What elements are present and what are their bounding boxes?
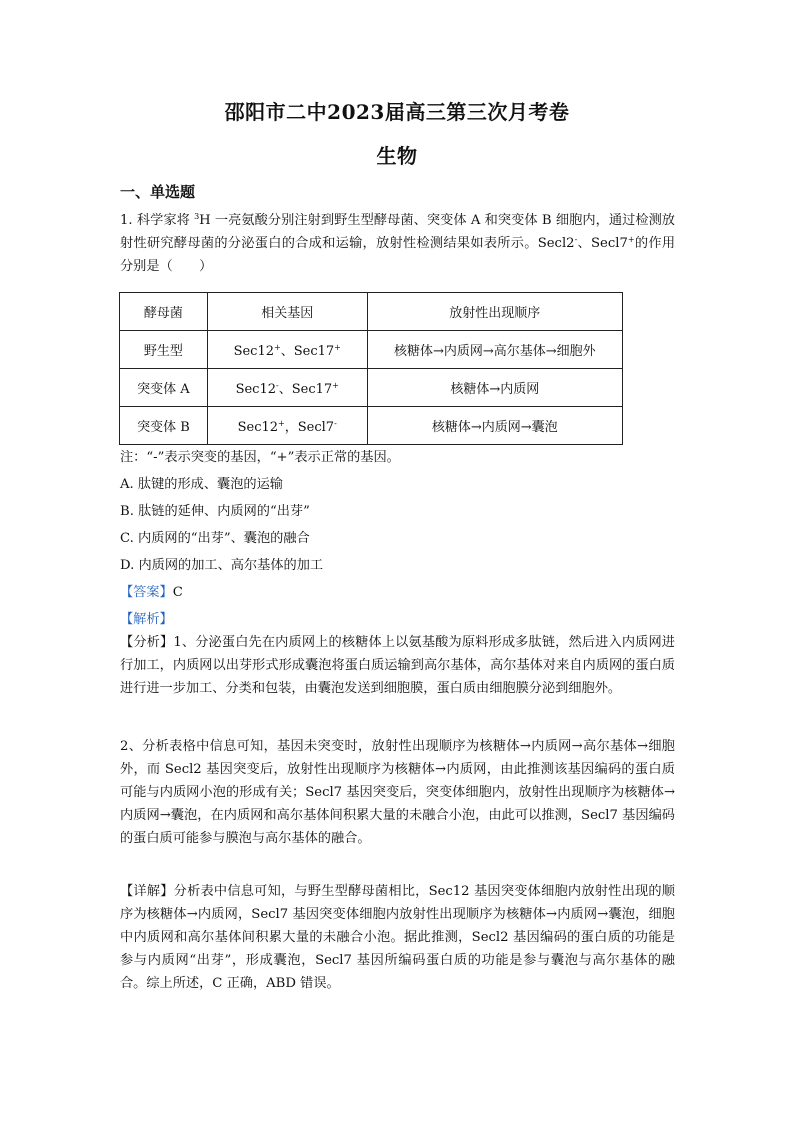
- section-heading: 一、单选题: [120, 183, 196, 201]
- option-a: A. 肽键的形成、囊泡的运输: [120, 477, 283, 492]
- stem-part: 、Secl7: [577, 236, 628, 251]
- analysis-tag: 【解析】: [120, 612, 173, 627]
- gene-cell: Sec12+、Sec17+: [207, 331, 367, 369]
- option-b: B. 肽链的延伸、内质网的“出芽”: [120, 504, 310, 519]
- strain-cell: 突变体 A: [120, 369, 208, 407]
- strain-cell: 野生型: [120, 331, 208, 369]
- gene-cell: Sec12+，Secl7-: [207, 407, 367, 445]
- stem-sup: -: [574, 235, 578, 244]
- table-note: 注：“-”表示突变的基因，“+”表示正常的基因。: [120, 450, 400, 465]
- table-header-cell: 相关基因: [207, 293, 367, 331]
- answer-value: C: [172, 585, 183, 600]
- answer-line: [120, 581, 183, 600]
- option-d: D. 内质网的加工、高尔基体的加工: [120, 558, 324, 573]
- question-stem: [120, 209, 675, 278]
- order-cell: 核糖体→内质网: [367, 369, 622, 407]
- stem-part: 1. 科学家将: [120, 213, 195, 228]
- table-header-cell: 放射性出现顺序: [367, 293, 622, 331]
- order-cell: 核糖体→内质网→高尔基体→细胞外: [367, 331, 622, 369]
- analysis-paragraph-2: 2、分析表格中信息可知，基因未突变时，放射性出现顺序为核糖体→内质网→高尔基体→细胞外，而 Secl2 基因突变后，放射性出现顺序为核糖体→内质网，由此推测该基因编码的蛋白质可能与内质网小泡的形成有关；Secl7 基因突变后，突变体细胞内，放射性出现顺序为核糖体→内质网→囊泡，在内质网和高尔基体间积累大量的未融合小泡，由此可以推测，Secl7 基因编码的蛋白质可能参与膜泡与高尔基体的融合。: [120, 739, 675, 846]
- table-header-cell: 酵母菌: [120, 293, 208, 331]
- gene-cell: Sec12-、Sec17+: [207, 369, 367, 407]
- order-cell: 核糖体→内质网→囊泡: [367, 407, 622, 445]
- analysis-subtag: 【分析】: [120, 635, 174, 650]
- stem-part: 的作用分别是（ ）: [120, 236, 676, 274]
- answer-tag: 【答案】: [120, 585, 173, 600]
- detail-subtag: 【详解】: [120, 884, 174, 899]
- stem-part: H 一亮氨酸分别注射到野生型酵母菌、突变体 A 和突变体 B 细胞内，通过检测放射性研究酵母菌的分泌蛋白的合成和运输，放射性检测结果如表所示。Secl2: [120, 213, 675, 251]
- table-row: [120, 331, 623, 369]
- detail-paragraph: 【详解】分析表中信息可知，与野生型酵母菌相比，Sec12 基因突变体细胞内放射性出现的顺序为核糖体→内质网，Secl7 基因突变体细胞内放射性出现顺序为核糖体→内质网→囊泡，细胞中内质网和高尔基体间积累大量的未融合小泡。据此推测，Secl2 基因编码的蛋白质的功能是参与内质网“出芽”，形成囊泡，Secl7 基因所编码蛋白质的功能是参与囊泡与高尔基体的融合。综上所述，C 正确，ABD 错误。: [120, 884, 675, 991]
- analysis-paragraph-1: 【分析】1、分泌蛋白先在内质网上的核糖体上以氨基酸为原料形成多肽链，然后进入内质网进行加工，内质网以出芽形式形成囊泡将蛋白质运输到高尔基体，高尔基体对来自内质网的蛋白质进行进一步加工、分类和包装，由囊泡发送到细胞膜，蛋白质由细胞膜分泌到细胞外。: [120, 635, 675, 696]
- table-row: [120, 369, 623, 407]
- data-table: [119, 292, 623, 445]
- table-header-row: [120, 293, 623, 331]
- table-row: [120, 407, 623, 445]
- subject-title: 生物: [376, 144, 418, 168]
- exam-title: 邵阳市二中2023届高三第三次月考卷: [224, 100, 570, 124]
- stem-sup: +: [627, 235, 635, 244]
- strain-cell: 突变体 B: [120, 407, 208, 445]
- stem-sup: 3: [194, 212, 200, 221]
- option-c: C. 内质网的“出芽”、囊泡的融合: [120, 531, 310, 546]
